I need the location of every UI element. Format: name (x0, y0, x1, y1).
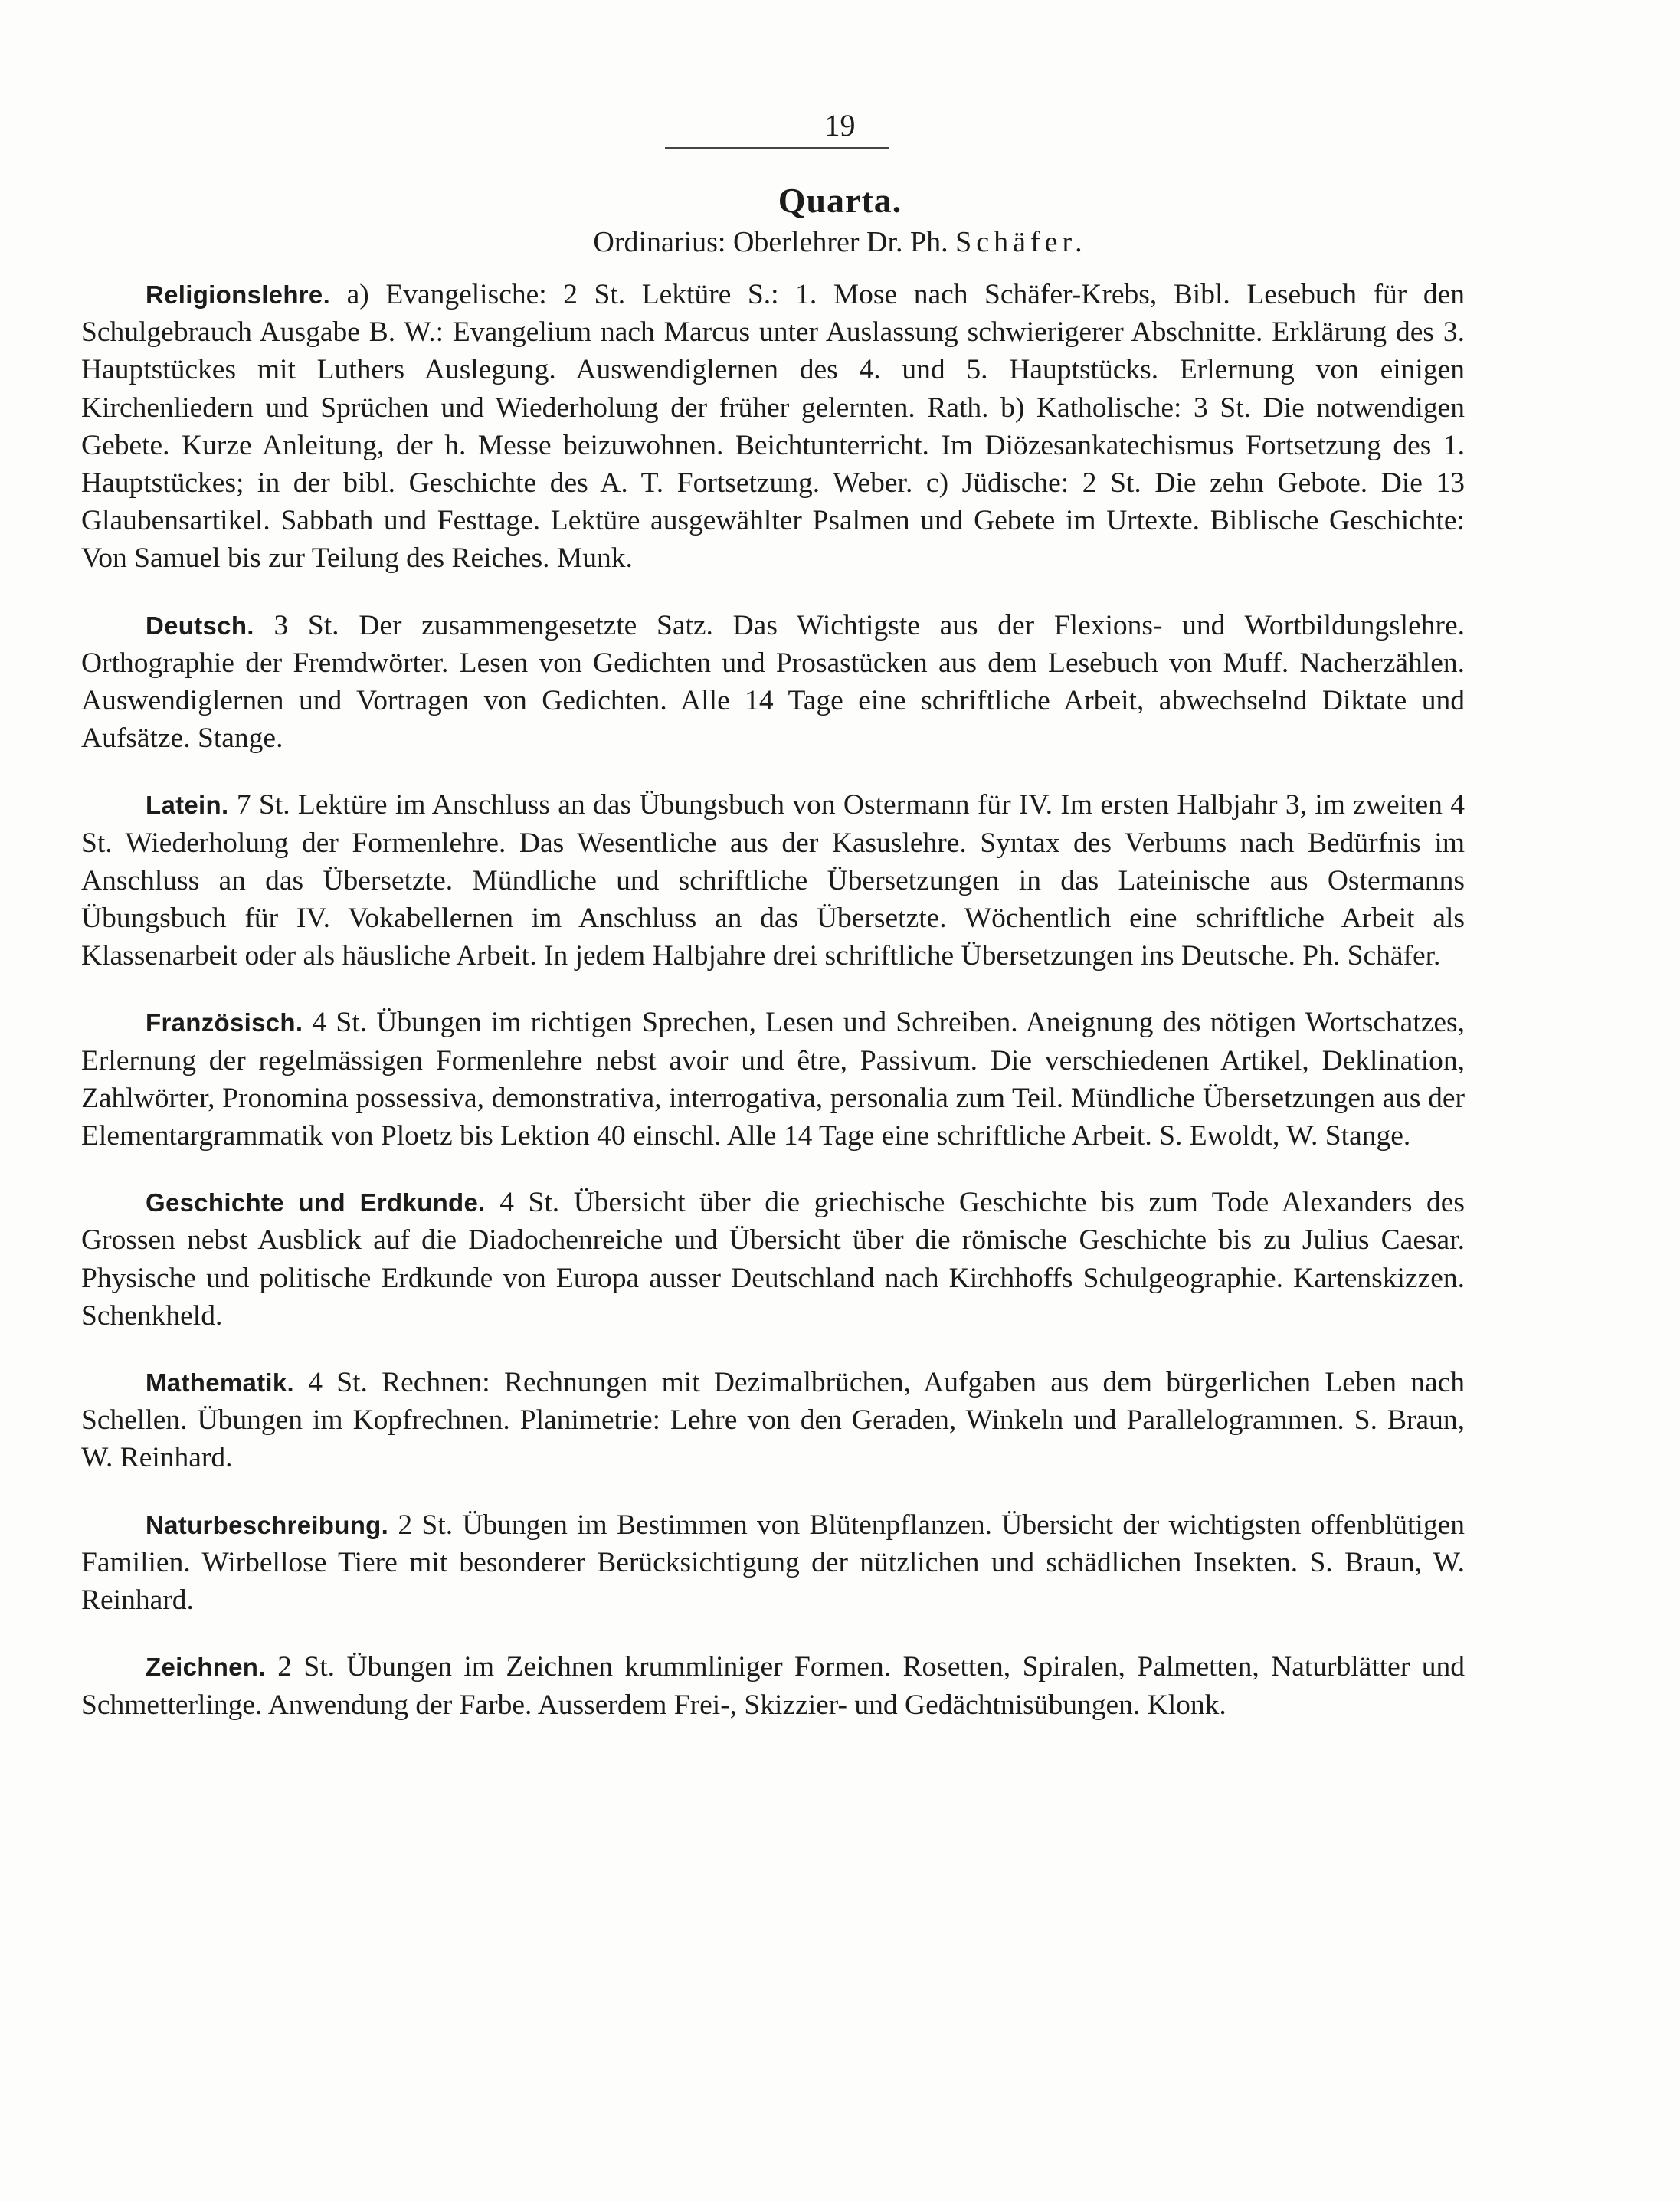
paragraph-naturbeschreibung (81, 1506, 1465, 1620)
ordinarius-name: Schäfer. (955, 226, 1087, 258)
paragraph-zeichnen (81, 1648, 1465, 1723)
paragraph-religionslehre (81, 276, 1465, 578)
paragraph-text: 4 St. Übersicht über die griechische Geschichte bis zum Tode Alexanders des Grossen nebst Ausblick auf die Diadochenreiche und Übersicht über die römische Geschichte bis zu Julius Caesar. Physische und politische Erdkunde von Europa ausser Deutschland nach Kirchhoffs Schulgeographie. Kartenskizzen. Schenkheld. (81, 1187, 1465, 1332)
paragraph-text: 4 St. Rechnen: Rechnungen mit Dezimalbrüchen, Aufgaben aus dem bürgerlichen Leben nach Schellen. Übungen im Kopfrechnen. Planimetrie: Lehre von den Geraden, Winkeln und Parallelogrammen. S. Braun, W. Reinhard. (81, 1367, 1465, 1474)
ordinarius-prefix: Ordinarius: Oberlehrer Dr. Ph. (593, 226, 956, 258)
subject-label: Mathematik. (146, 1368, 295, 1398)
paragraph-text: 7 St. Lektüre im Anschluss an das Übungsbuch von Ostermann für IV. Im ersten Halbjahr 3, im zweiten 4 St. Wiederholung der Formenlehre. Das Wesentliche aus der Kasuslehre. Syntax des Verbums nach Bedürfnis im Anschluss an das Übersetzte. Mündliche und schriftliche Übersetzungen in das Lateinische aus Ostermanns Übungsbuch für IV. Vokabellernen im Anschluss an das Übersetzte. Wöchentlich eine schriftliche Arbeit als Klassenarbeit oder als häusliche Arbeit. In jedem Halbjahre drei schriftliche Übersetzungen ins Deutsche. Ph. Schäfer. (81, 789, 1465, 972)
ordinarius-line (0, 225, 1680, 259)
subject-label: Deutsch. (146, 611, 254, 640)
section-heading: Quarta. (778, 181, 902, 220)
paragraph-geschichte-erdkunde (81, 1184, 1465, 1335)
paragraph-mathematik (81, 1364, 1465, 1477)
subject-label: Religionslehre. (146, 280, 331, 309)
paragraph-latein (81, 786, 1465, 975)
page-number: 19 (824, 108, 856, 143)
paragraph-text: 4 St. Übungen im richtigen Sprechen, Lesen und Schreiben. Aneignung des nötigen Wortschatzes, Erlernung der regelmässigen Formenlehre nebst avoir und être, Passivum. Die verschiedenen Artikel, Deklination, Zahlwörter, Pronomina possessiva, demonstrativa, interrogativa, personalia zum Teil. Mündliche Übersetzungen aus der Elementargrammatik von Ploetz bis Lektion 40 einschl. Alle 14 Tage eine schriftliche Arbeit. S. Ewoldt, W. Stange. (81, 1007, 1465, 1152)
paragraph-text: 2 St. Übungen im Bestimmen von Blütenpflanzen. Übersicht der wichtigsten offenblütigen Familien. Wirbellose Tiere mit besonderer Berücksichtigung der nützlichen und schädlichen Insekten. S. Braun, W. Reinhard. (81, 1509, 1465, 1617)
paragraph-text: 3 St. Der zusammengesetzte Satz. Das Wichtigste aus der Flexions- und Wortbildungslehre. Orthographie der Fremdwörter. Lesen von Gedichten und Prosastücken aus dem Lesebuch von Muff. Nacherzählen. Auswendiglernen und Vortragen von Gedichten. Alle 14 Tage eine schriftliche Arbeit, abwechselnd Diktate und Aufsätze. Stange. (81, 609, 1465, 755)
page-content (81, 276, 1465, 1753)
paragraph-deutsch (81, 607, 1465, 758)
subject-label: Naturbeschreibung. (146, 1510, 389, 1539)
paragraph-text: a) Evangelische: 2 St. Lektüre S.: 1. Mose nach Schäfer-Krebs, Bibl. Lesebuch für den Schulgebrauch Ausgabe B. W.: Evangelium nach Marcus unter Auslassung schwierigerer Abschnitte. Erklärung des 3. Hauptstückes mit Luthers Auslegung. Auswendiglernen des 4. und 5. Hauptstücks. Erlernung von einigen Kirchenliedern und Sprüchen und Wiederholung der früher gelernten. Rath. b) Katholische: 3 St. Die notwendigen Gebete. Kurze Anleitung, der h. Messe beizuwohnen. Beichtunterricht. Im Diözesankatechismus Fortsetzung des 1. Hauptstückes; in der bibl. Geschichte des A. T. Fortsetzung. Weber. c) Jüdische: 2 St. Die zehn Gebote. Die 13 Glaubensartikel. Sabbath und Festtage. Lektüre ausgewählter Psalmen und Gebete im Urtexte. Biblische Geschichte: Von Samuel bis zur Teilung des Reiches. Munk. (81, 279, 1465, 575)
paragraph-franzoesisch (81, 1004, 1465, 1155)
subject-label: Französisch. (146, 1008, 303, 1037)
paragraph-text: 2 St. Übungen im Zeichnen krummliniger Formen. Rosetten, Spiralen, Palmetten, Naturblätter und Schmetterlinge. Anwendung der Farbe. Ausserdem Frei-, Skizzier- und Gedächtnisübungen. Klonk. (81, 1651, 1465, 1721)
page-number-rule (665, 147, 889, 149)
subject-label: Latein. (146, 791, 229, 820)
subject-label: Zeichnen. (146, 1653, 266, 1682)
subject-label: Geschichte und Erdkunde. (146, 1188, 486, 1217)
